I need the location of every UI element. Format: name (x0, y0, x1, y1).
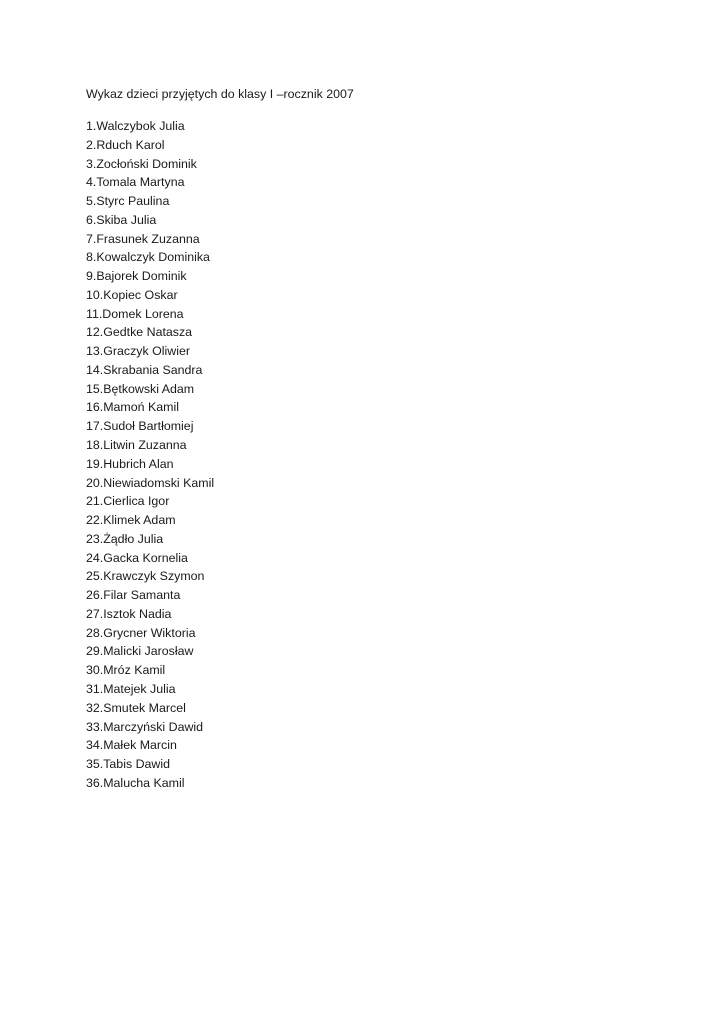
student-list-item: 1.Walczybok Julia (86, 119, 185, 133)
student-list-item: 8.Kowalczyk Dominika (86, 250, 210, 265)
student-list-item: 28.Grycner Wiktoria (86, 625, 196, 640)
student-list-item: 26.Filar Samanta (86, 588, 181, 603)
student-list-item: 14.Skrabania Sandra (86, 362, 203, 377)
student-list-item: 33.Marczyński Dawid (86, 719, 204, 734)
student-list-item: 10.Kopiec Oskar (86, 287, 178, 302)
student-list-item: 34.Małek Marcin (86, 738, 177, 753)
student-list-item: 25.Krawczyk Szymon (86, 569, 205, 584)
student-list-item: 21.Cierlica Igor (86, 494, 170, 509)
student-list-item: 36.Malucha Kamil (86, 775, 185, 790)
student-list-item: 18.Litwin Zuzanna (86, 438, 187, 453)
student-list-item: 32.Smutek Marcel (86, 700, 186, 715)
student-list-item: 22.Klimek Adam (86, 513, 176, 528)
student-list-item: 24.Gacka Kornelia (86, 550, 188, 565)
student-list-item: 12.Gedtke Natasza (86, 325, 193, 340)
student-list-item: 13.Graczyk Oliwier (86, 344, 190, 359)
student-list-item: 31.Matejek Julia (86, 681, 176, 696)
student-list-item: 15.Bętkowski Adam (86, 381, 195, 396)
student-list-item: 3.Zocłoński Dominik (86, 156, 197, 171)
document-title: Wykaz dzieci przyjętych do klasy I –rocznik 2007 (86, 87, 354, 101)
student-list-item: 29.Malicki Jarosław (86, 644, 194, 659)
student-list-item: 23.Żądło Julia (86, 531, 164, 546)
student-list-item: 4.Tomala Martyna (86, 175, 185, 190)
student-list-item: 9.Bajorek Dominik (86, 269, 187, 284)
student-list-item: 16.Mamoń Kamil (86, 400, 179, 415)
student-list-item: 20.Niewiadomski Kamil (86, 475, 215, 490)
student-list (86, 117, 214, 793)
student-list-item: 19.Hubrich Alan (86, 456, 174, 471)
student-list-item: 17.Sudoł Bartłomiej (86, 419, 194, 434)
student-list-item: 6.Skiba Julia (86, 212, 157, 227)
student-list-item: 11.Domek Lorena (86, 306, 184, 321)
student-list-item: 2.Rduch Karol (86, 137, 165, 152)
student-list-item: 5.Styrc Paulina (86, 194, 170, 209)
student-list-item: 35.Tabis Dawid (86, 757, 171, 772)
student-list-item: 7.Frasunek Zuzanna (86, 231, 200, 246)
student-list-item: 30.Mróz Kamil (86, 663, 166, 678)
student-list-item: 27.Isztok Nadia (86, 606, 172, 621)
